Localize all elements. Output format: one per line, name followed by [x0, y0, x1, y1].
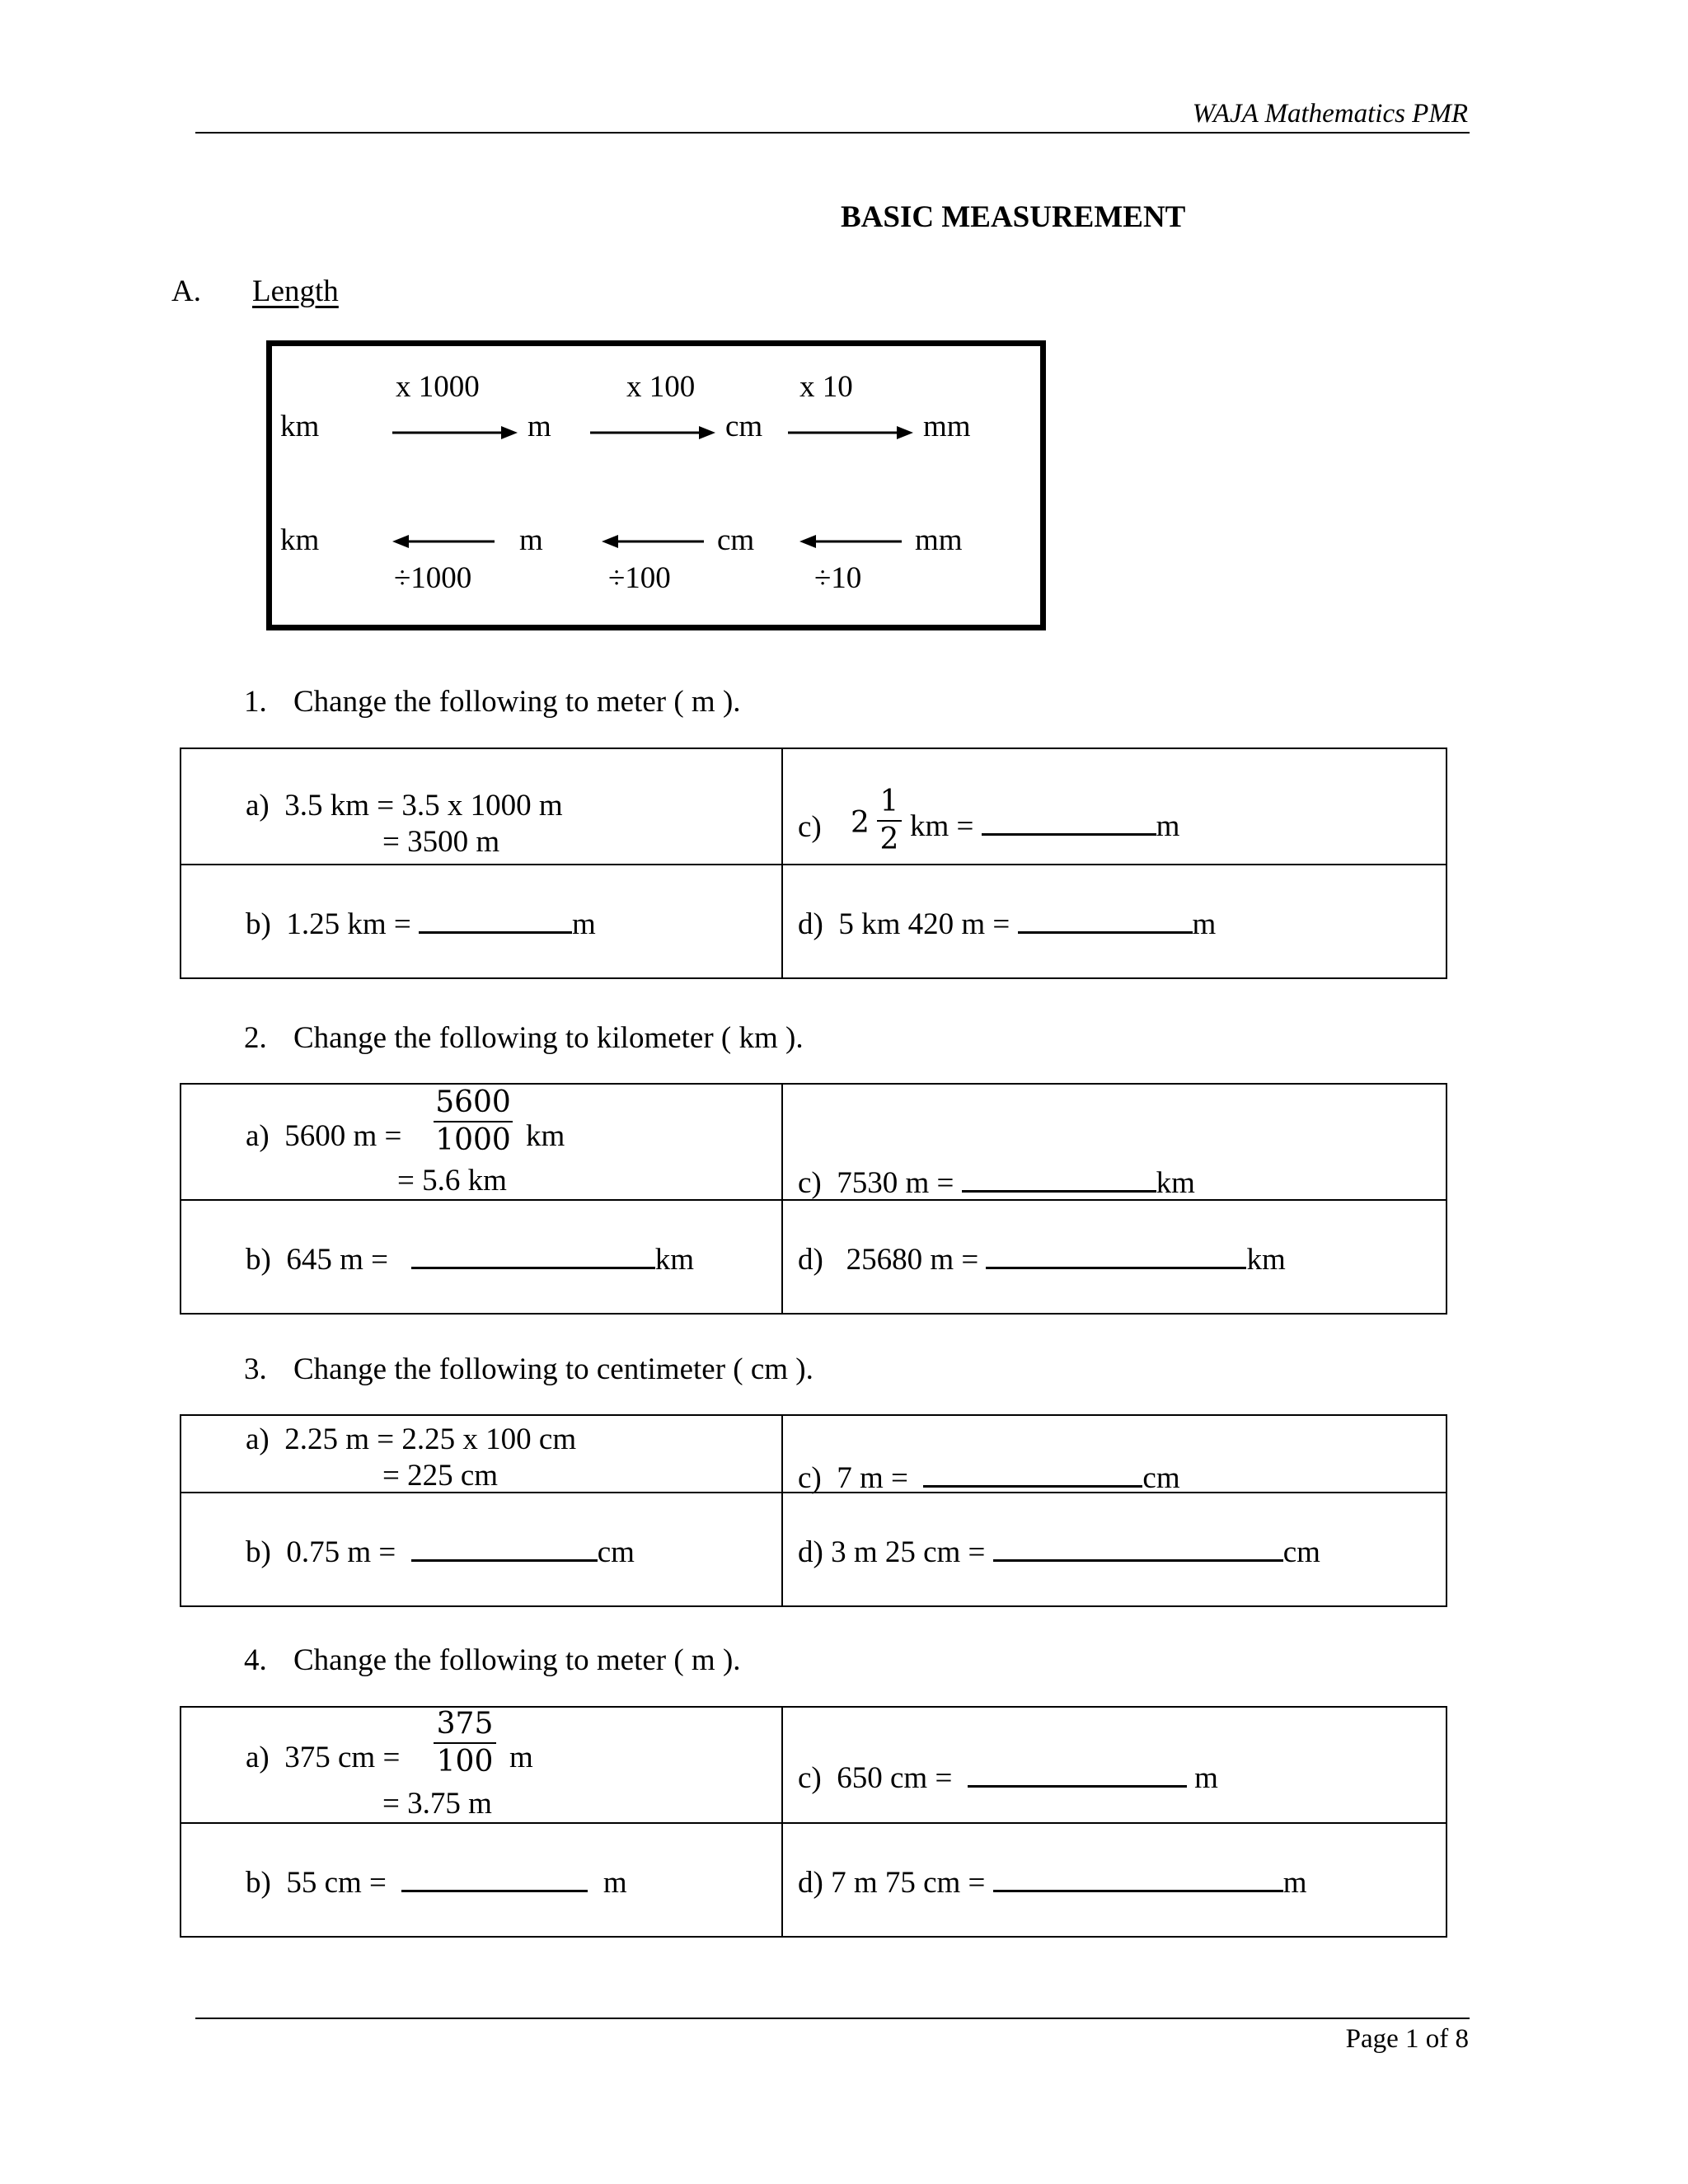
answer-blank[interactable] [993, 1865, 1283, 1892]
item-text: 7530 m = [837, 1166, 954, 1200]
item-unit: m [1192, 907, 1217, 941]
unit-km-bottom: km [280, 523, 320, 557]
answer-cell [782, 1707, 1447, 1823]
item-unit: km [1156, 1166, 1195, 1200]
item-text: 3 m 25 cm = [831, 1535, 986, 1569]
question-text: Change the following to meter ( m ). [293, 685, 741, 719]
unit-mm-top: mm [923, 410, 971, 443]
unit-cm-top: cm [725, 410, 763, 443]
left-arrow-icon [602, 529, 704, 554]
running-header: WAJA Mathematics PMR [1192, 99, 1468, 129]
answer-blank[interactable] [986, 1242, 1246, 1269]
answer-cell [181, 1415, 782, 1493]
unit-m-bottom: m [519, 523, 543, 557]
item-text: 5600 m = [284, 1119, 402, 1153]
section-letter: A. [171, 274, 201, 308]
item-label: a) [246, 789, 270, 823]
answer-cell [181, 1084, 782, 1200]
question-2-prompt [244, 1020, 804, 1056]
right-arrow-icon [590, 420, 715, 445]
answer-blank[interactable] [1018, 907, 1193, 934]
item-text: 5 km 420 m = [838, 907, 1010, 941]
numerator: 5600 [435, 1085, 511, 1119]
item-label: d) [798, 907, 823, 941]
item-label: c) [798, 1461, 822, 1495]
item-label: d) [798, 1535, 823, 1569]
fraction-bar [877, 820, 902, 822]
op-divide-100: ÷100 [608, 561, 671, 595]
worked-line-2: = 5.6 km [397, 1164, 507, 1197]
item-unit: cm [1282, 1535, 1320, 1569]
question-number: 3. [244, 1352, 267, 1386]
item-label: c) [798, 1761, 822, 1795]
question-number: 4. [244, 1643, 267, 1677]
fraction [434, 1085, 513, 1157]
left-arrow-icon [799, 529, 902, 554]
denominator: 100 [436, 1745, 494, 1779]
header-rule [195, 132, 1470, 134]
item-label: d) [798, 1866, 823, 1900]
question-number: 2. [244, 1021, 267, 1055]
op-divide-1000: ÷1000 [394, 561, 472, 595]
right-arrow-icon [788, 420, 913, 445]
page-number: Page 1 of 8 [1345, 2024, 1469, 2054]
question-4-table [180, 1706, 1447, 1938]
worked-line-2: = 225 cm [382, 1459, 499, 1493]
unit-mm-bottom: mm [915, 523, 963, 557]
denominator: 2 [879, 823, 899, 856]
item-unit: m [571, 907, 596, 941]
item-text: 7 m = [837, 1461, 908, 1495]
question-number: 1. [244, 685, 267, 719]
item-unit: km [1246, 1243, 1286, 1277]
item-unit: m [1194, 1761, 1218, 1795]
fraction-bar [434, 1121, 513, 1122]
item-label: b) [246, 1535, 271, 1569]
op-times-100: x 100 [626, 370, 696, 404]
mixed-whole: 2 [851, 806, 870, 840]
item-text: 1.25 km = [286, 907, 411, 941]
unit-m-top: m [528, 410, 551, 443]
item-text: 55 cm = [286, 1866, 387, 1900]
item-label: b) [246, 1243, 271, 1277]
answer-cell [181, 1200, 782, 1314]
question-text: Change the following to meter ( m ). [293, 1643, 741, 1677]
answer-blank[interactable] [401, 1865, 588, 1892]
question-1-prompt [244, 684, 741, 719]
worked-line-2: = 3.75 m [382, 1787, 492, 1821]
answer-cell [782, 748, 1447, 865]
op-times-1000: x 1000 [396, 370, 480, 404]
item-label: a) [246, 1422, 270, 1456]
answer-blank[interactable] [419, 907, 572, 934]
fraction [877, 787, 902, 855]
answer-cell [782, 865, 1447, 978]
answer-cell [782, 1415, 1447, 1493]
answer-blank[interactable] [411, 1535, 598, 1562]
right-arrow-icon [392, 420, 518, 445]
answer-blank[interactable] [962, 1165, 1156, 1193]
item-unit: km [654, 1243, 695, 1277]
question-3-table [180, 1414, 1447, 1607]
item-text: 650 cm = [837, 1761, 953, 1795]
answer-blank[interactable] [982, 808, 1156, 836]
answer-blank[interactable] [923, 1460, 1142, 1488]
item-label: c) [798, 1166, 822, 1200]
item-label: c) [798, 810, 822, 844]
question-text: Change the following to kilometer ( km ). [293, 1021, 804, 1055]
item-label: d) [798, 1243, 823, 1277]
item-unit: km [526, 1119, 565, 1153]
answer-blank[interactable] [411, 1242, 655, 1269]
item-label: a) [246, 1741, 270, 1774]
section-title: Length [252, 274, 339, 308]
question-3-prompt [244, 1352, 814, 1387]
question-text: Change the following to centimeter ( cm ). [293, 1352, 814, 1386]
item-text: 0.75 m = [286, 1535, 396, 1569]
question-2-table [180, 1083, 1447, 1315]
answer-cell [782, 1493, 1447, 1606]
answer-cell [782, 1823, 1447, 1937]
item-text: 645 m = [286, 1243, 388, 1277]
item-unit: m [1156, 809, 1180, 843]
item-label: b) [246, 1866, 271, 1900]
answer-cell [181, 1707, 782, 1823]
item-unit: m [1282, 1866, 1307, 1900]
fraction-bar [434, 1742, 496, 1744]
answer-cell [782, 1200, 1447, 1314]
answer-cell [181, 1823, 782, 1937]
question-4-prompt [244, 1643, 741, 1678]
worked-line-1: 2.25 m = 2.25 x 100 cm [284, 1422, 577, 1456]
numerator: 375 [436, 1707, 494, 1741]
item-label: b) [246, 907, 271, 941]
item-unit: m [509, 1741, 533, 1774]
answer-blank[interactable] [993, 1535, 1283, 1562]
answer-cell [181, 748, 782, 865]
answer-blank[interactable] [968, 1760, 1187, 1788]
item-text: 7 m 75 cm = [831, 1866, 986, 1900]
item-unit: cm [597, 1535, 635, 1569]
page-title: BASIC MEASUREMENT [841, 200, 1186, 234]
unit-km-top: km [280, 410, 320, 443]
op-times-10: x 10 [799, 370, 853, 404]
item-text: 375 cm = [284, 1741, 401, 1774]
numerator: 1 [879, 785, 899, 818]
footer-rule [195, 2018, 1470, 2019]
item-text: 25680 m = [846, 1243, 979, 1277]
worked-line-1: 3.5 km = 3.5 x 1000 m [284, 789, 563, 823]
op-divide-10: ÷10 [814, 561, 862, 595]
answer-cell [181, 1493, 782, 1606]
item-label: a) [246, 1119, 270, 1153]
answer-cell [782, 1084, 1447, 1200]
item-text: km = [910, 809, 974, 843]
unit-cm-bottom: cm [717, 523, 755, 557]
worked-line-2: = 3500 m [382, 825, 500, 859]
question-1-table [180, 748, 1447, 979]
fraction [434, 1709, 496, 1777]
denominator: 1000 [435, 1123, 511, 1157]
answer-cell [181, 865, 782, 978]
item-unit: m [603, 1866, 627, 1900]
left-arrow-icon [392, 529, 495, 554]
item-unit: cm [1142, 1461, 1180, 1495]
